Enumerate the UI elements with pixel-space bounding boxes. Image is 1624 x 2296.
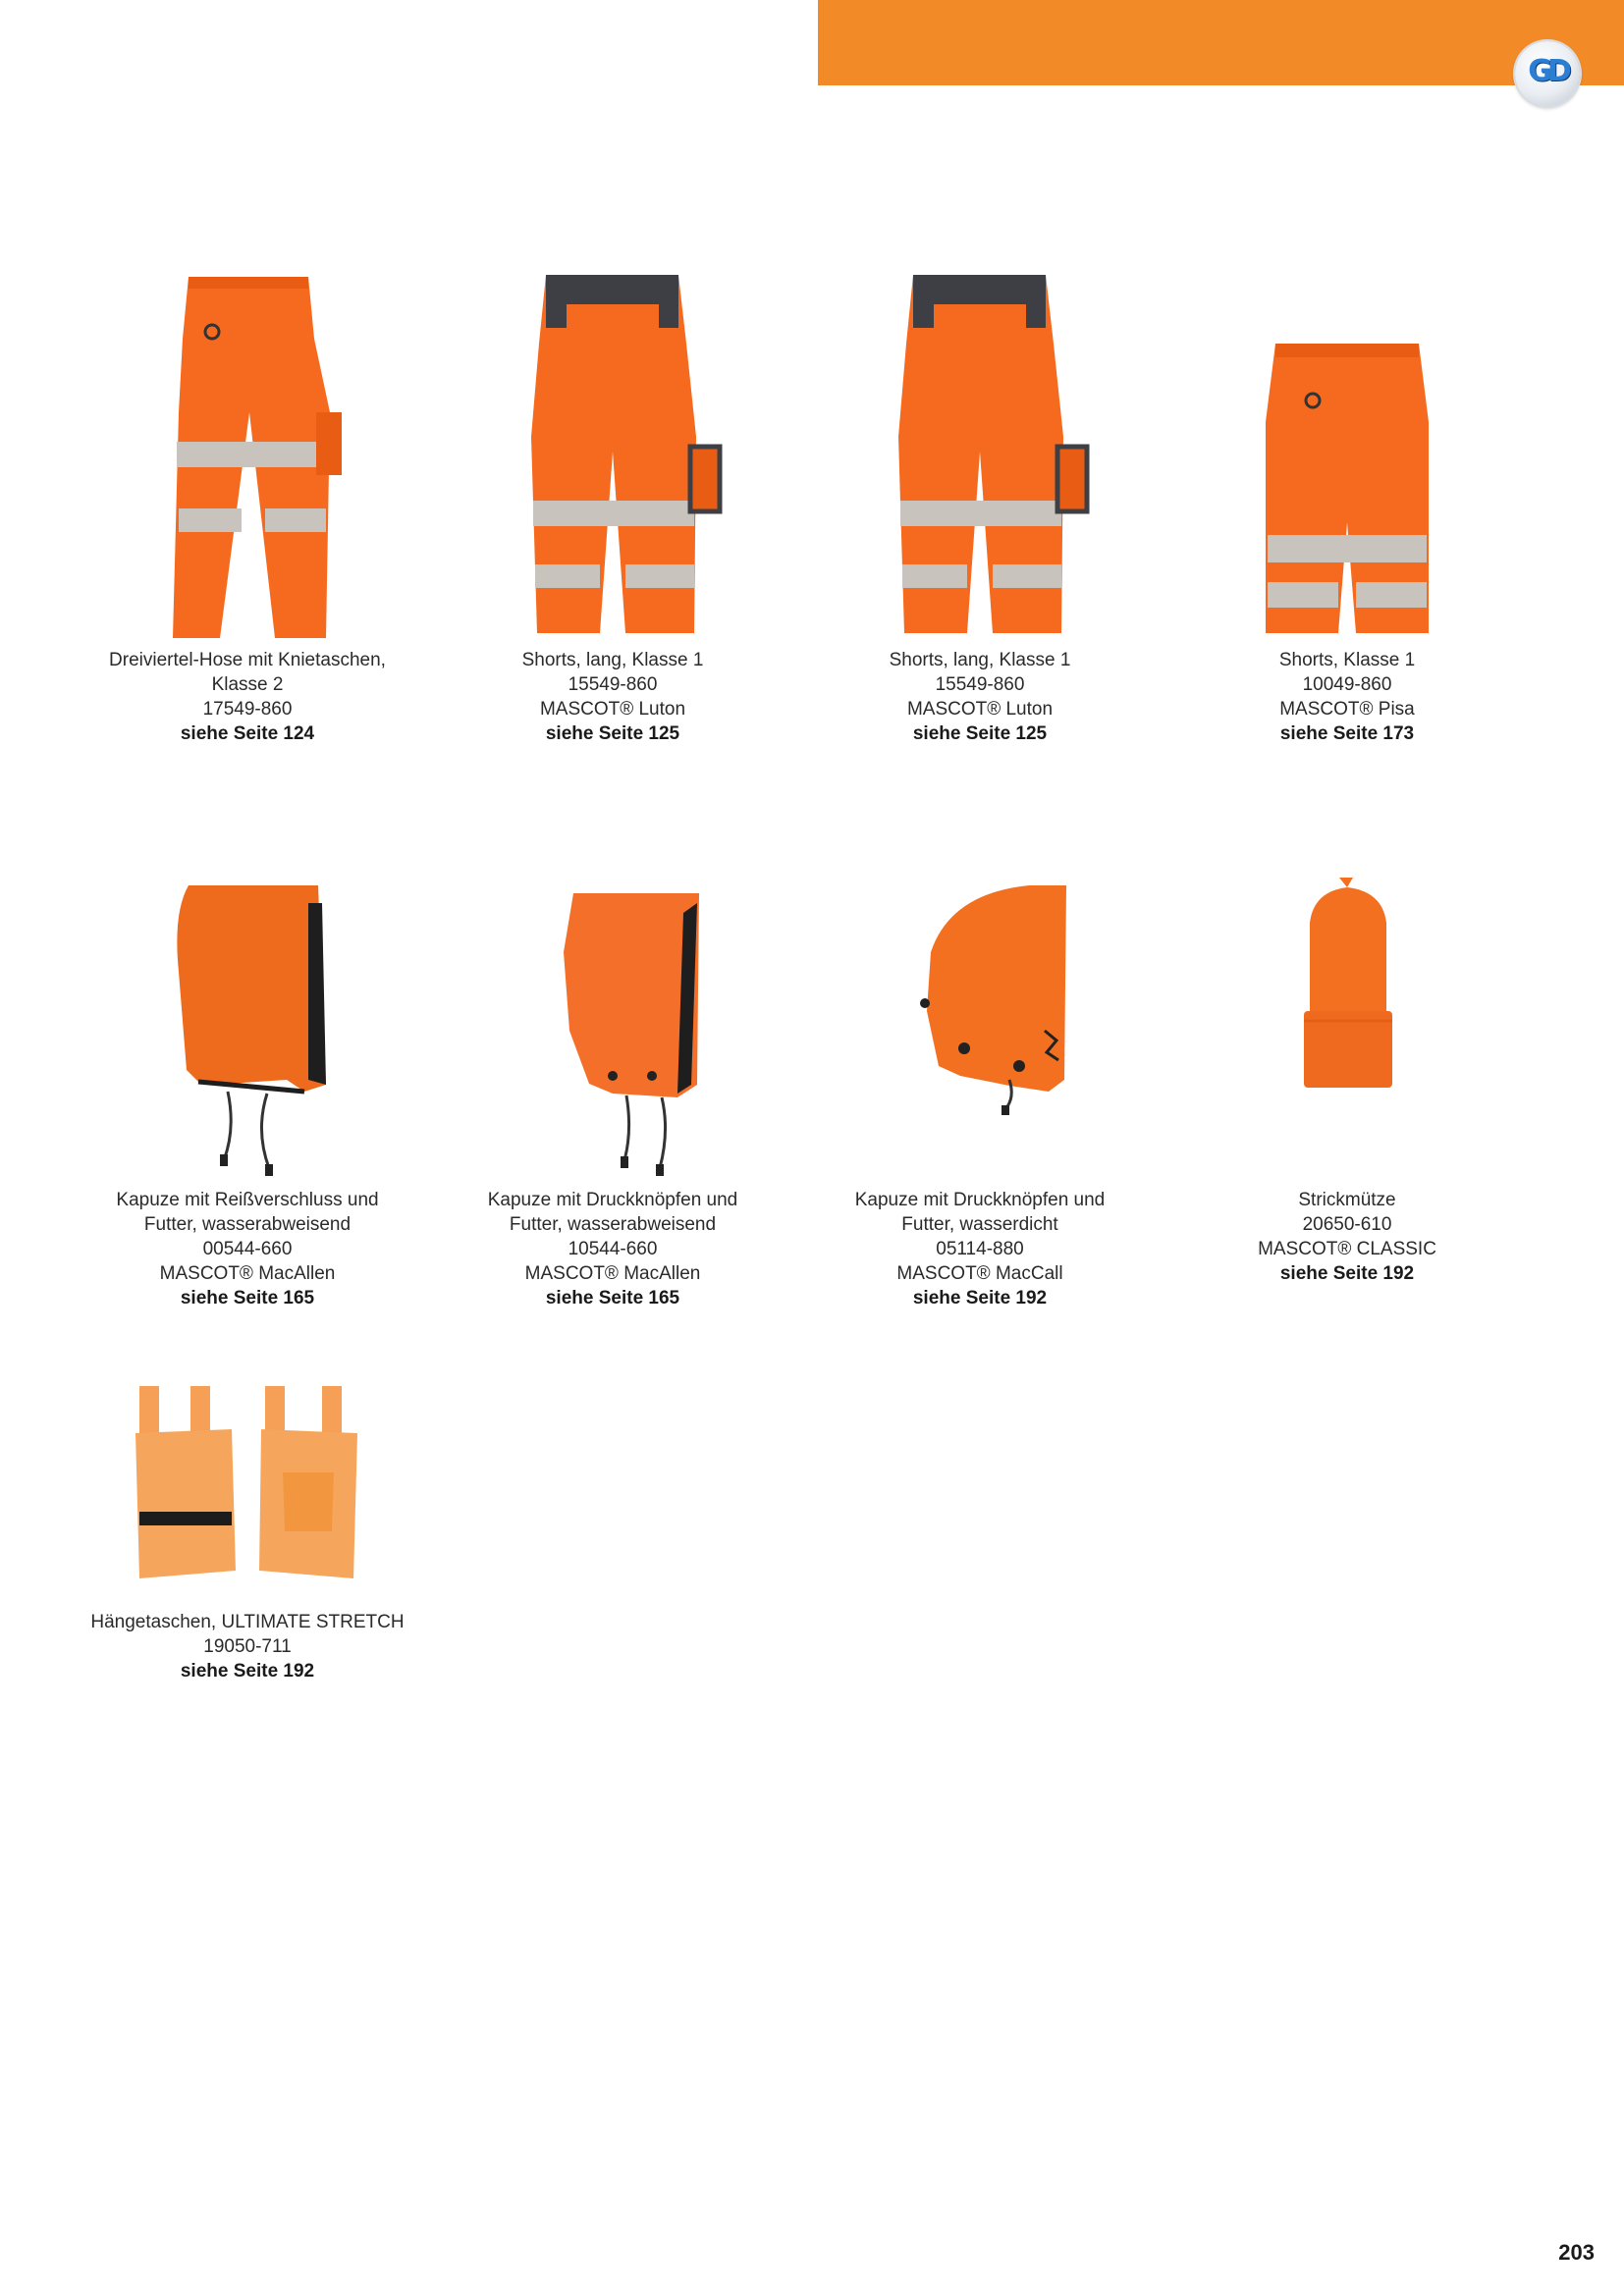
- product-brand: MASCOT® MacAllen: [159, 1263, 336, 1284]
- shorts-icon: [1224, 265, 1470, 648]
- company-logo: [1515, 41, 1580, 106]
- hood-icon: [495, 874, 731, 1188]
- page-reference: siehe Seite 124: [180, 723, 315, 744]
- product-title-cont: Futter, wasserdicht: [901, 1214, 1058, 1235]
- product-brand: MASCOT® CLASSIC: [1258, 1239, 1436, 1259]
- product-code: 19050-711: [203, 1636, 292, 1657]
- product-card: [1180, 874, 1514, 1286]
- product-brand: MASCOT® Luton: [539, 699, 686, 720]
- three-quarter-trousers-icon: [139, 265, 355, 648]
- page-reference: siehe Seite 192: [912, 1288, 1048, 1308]
- product-title: Kapuze mit Druckknöpfen und: [854, 1190, 1106, 1210]
- long-shorts-icon: [490, 265, 735, 648]
- product-code: 15549-860: [935, 674, 1025, 695]
- product-code: 15549-860: [568, 674, 658, 695]
- product-card: [446, 265, 780, 746]
- page-reference: siehe Seite 173: [1279, 723, 1415, 744]
- product-title: Kapuze mit Druckknöpfen und: [487, 1190, 738, 1210]
- product-card: [81, 1374, 414, 1683]
- page-reference: siehe Seite 165: [545, 1288, 680, 1308]
- product-caption: [81, 1188, 414, 1310]
- product-card: [813, 874, 1147, 1310]
- product-brand: MASCOT® MacAllen: [524, 1263, 701, 1284]
- product-code: 10544-660: [568, 1239, 658, 1259]
- page-reference: siehe Seite 125: [912, 723, 1048, 744]
- hood-icon: [862, 874, 1098, 1188]
- product-brand: MASCOT® Luton: [906, 699, 1054, 720]
- product-card: [1180, 265, 1514, 746]
- product-title: Dreiviertel-Hose mit Knietaschen,: [109, 650, 386, 670]
- page-reference: siehe Seite 165: [180, 1288, 315, 1308]
- product-caption: [81, 1610, 414, 1683]
- product-card: [446, 874, 780, 1310]
- product-caption: [813, 1188, 1147, 1310]
- header-accent-bar: [818, 0, 1624, 85]
- hood-icon: [130, 874, 365, 1188]
- page-reference: siehe Seite 192: [180, 1661, 315, 1682]
- product-title: Shorts, lang, Klasse 1: [889, 650, 1071, 670]
- page-number: 203: [1558, 2240, 1595, 2265]
- page-reference: siehe Seite 125: [545, 723, 680, 744]
- product-code: 10049-860: [1302, 674, 1392, 695]
- product-title: Hängetaschen, ULTIMATE STRETCH: [90, 1612, 405, 1632]
- product-title: Shorts, lang, Klasse 1: [521, 650, 704, 670]
- product-brand: MASCOT® Pisa: [1279, 699, 1415, 720]
- product-card: [81, 265, 414, 746]
- product-card: [81, 874, 414, 1310]
- product-caption: [81, 648, 414, 746]
- product-code: 17549-860: [202, 699, 293, 720]
- product-brand: MASCOT® MacCall: [896, 1263, 1063, 1284]
- knit-cap-icon: [1229, 874, 1465, 1188]
- product-code: 00544-660: [202, 1239, 293, 1259]
- product-title: Kapuze mit Reißverschluss und: [116, 1190, 379, 1210]
- product-caption: [446, 648, 780, 746]
- product-title: Strickmütze: [1298, 1190, 1396, 1210]
- product-card: [813, 265, 1147, 746]
- holster-pockets-icon: [100, 1374, 395, 1610]
- product-caption: [1180, 1188, 1514, 1286]
- page-reference: siehe Seite 192: [1279, 1263, 1415, 1284]
- long-shorts-icon: [857, 265, 1103, 648]
- product-caption: [1180, 648, 1514, 746]
- product-caption: [446, 1188, 780, 1310]
- product-title-cont: Futter, wasserabweisend: [143, 1214, 352, 1235]
- product-code: 20650-610: [1302, 1214, 1392, 1235]
- product-title: Shorts, Klasse 1: [1278, 650, 1416, 670]
- product-caption: [813, 648, 1147, 746]
- logo-mark: GD: [1528, 54, 1567, 88]
- product-code: 05114-880: [936, 1239, 1024, 1259]
- product-title-cont: Futter, wasserabweisend: [509, 1214, 717, 1235]
- product-class: Klasse 2: [211, 674, 284, 695]
